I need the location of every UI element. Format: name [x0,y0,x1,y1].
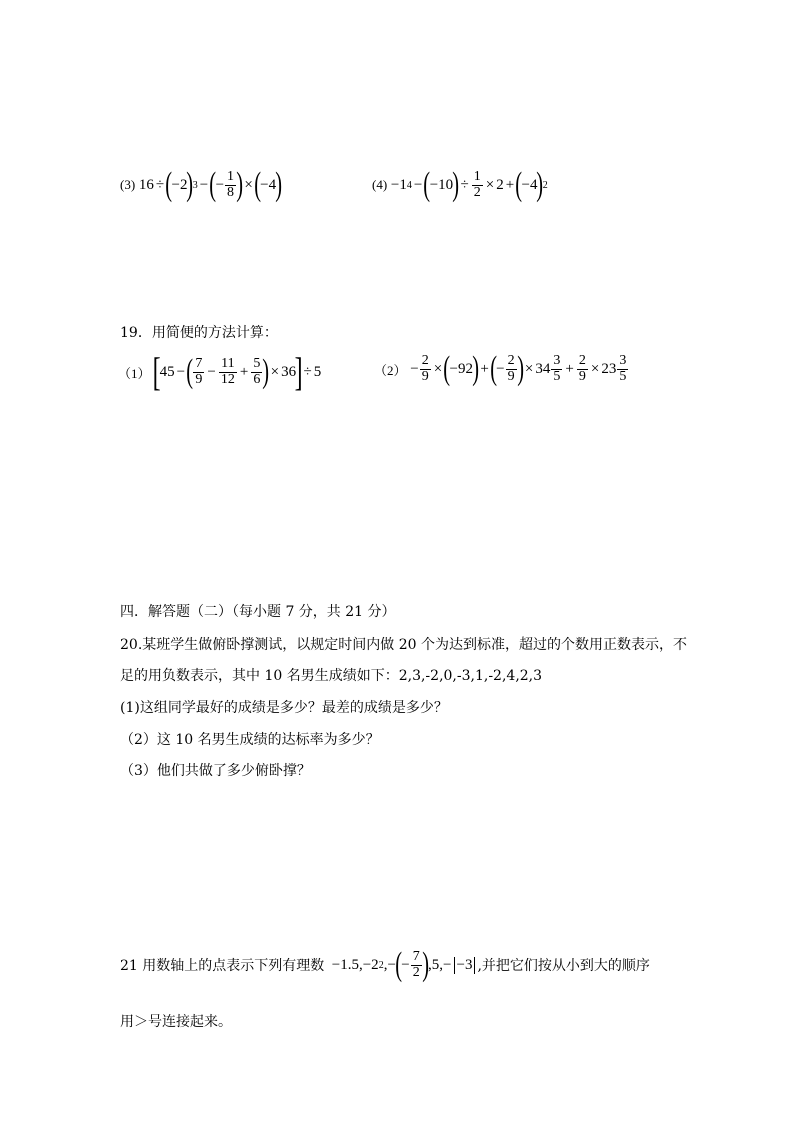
part3-expression: 16 ÷ ( −2 ) 3 − ( − $\frac{1}{8}$ ) × ( −4 ) [135,166,283,203]
q20-sub2: （2）这 10 名男生成绩的达标率为多少？ [120,732,380,748]
q21-line1 [120,948,650,982]
q18-part3 [120,168,281,202]
q20-sub3: （3）他们共做了多少俯卧撑？ [120,763,311,779]
q18-part4 [372,168,548,202]
q21-suffix: ,并把它们按从小到大的顺序 [477,958,650,974]
q21-number-list: −1.5,−2 2 ,− ( − $\frac{7}{2}$ ) ,5,− −3 [324,948,477,982]
q19-part1-label: （1） [118,365,151,381]
section-heading: 四．解答题（二）（每小题 7 分，共 21 分） [120,604,396,620]
q19-part2 [374,352,629,386]
part3-label: (3) [120,177,136,192]
q19-title: 19．用简便的方法计算： [120,325,278,341]
q20-sub1: (1)这组同学最好的成绩是多少？最差的成绩是多少？ [120,700,448,716]
q19-part1 [118,349,322,394]
part4-label: (4) [372,177,388,192]
q20-text-line1: 20.某班学生做俯卧撑测试，以规定时间内做 20 个为达到标准，超过的个数用正数表示，不 [120,637,687,653]
part4-expression: −1 4 − ( −10 ) ÷ $\frac{1}{2}$ × 2 + ( −4 ) 2 [387,166,548,203]
q19-part2-label: （2） [374,362,407,378]
q21-prefix: 21 用数轴上的点表示下列有理数 [120,958,325,974]
q21-line2: 用＞号连接起来。 [120,1014,232,1030]
q20-text-line2: 足的用负数表示，其中 10 名男生成绩如下：2,3,-2,0,-3,1,-2,4,2,3 [120,668,543,684]
q19-part1-expression: [ 45 − ( $\frac{7}{9}$ − $\frac{11}{12}$ + $\frac{5}{6}$ ) × 36 ] ÷ 5 [152,349,322,394]
q19-part2-expression: − $\frac{2}{9}$ × ( −92 ) + ( − $\frac{2}{9}$ ) × 34 $\frac{3}{5}$ + $\frac{2}{9}$ × 23 $\frac{3}{5}$ [406,350,627,387]
